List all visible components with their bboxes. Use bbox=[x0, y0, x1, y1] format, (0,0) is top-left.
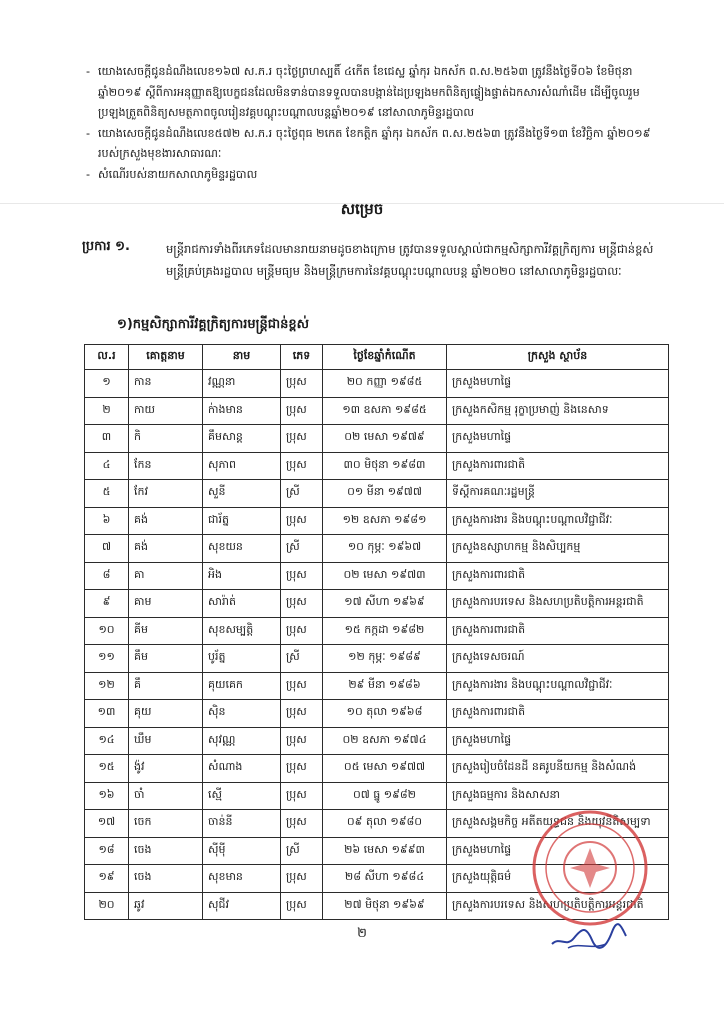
cell-ministry: ក្រសួងការពារជាតិ bbox=[447, 562, 669, 590]
section-title: ១)កម្មសិក្សាការីវគ្គក្រិត្យការមន្ត្រីជាន់ខ្ពស់ bbox=[117, 317, 309, 332]
cell-ministry: ក្រសួងមហាផ្ទៃ bbox=[447, 837, 669, 865]
cell-ministry: ក្រសួងកសិកម្ម រុក្ខាប្រមាញ់ និងនេសាទ bbox=[447, 397, 669, 425]
reference-list bbox=[86, 62, 666, 185]
cell-sex: ប្រុស bbox=[281, 370, 323, 398]
cell-dob: ២០ កញ្ញា ១៩៨៥ bbox=[323, 370, 447, 398]
cell-sex: ប្រុស bbox=[281, 590, 323, 618]
reference-item: - យោងសេចក្ដីជូនដំណឹងលេខ៥៧២ ស.ភ.រ ចុះថ្ងៃពុធ ២កេត ខែកត្ដិក ឆ្នាំកុរ ឯកស័ក ព.ស.២៥៦៣ ត្រូវនឹងថ្ងៃទី១៣ ខែវិច្ឆិកា ឆ្នាំ២០១៩ របស់ក្រសួងមុខងារសាធារណៈ bbox=[86, 124, 666, 165]
cell-sex: ប្រុស bbox=[281, 810, 323, 838]
cell-ministry: ក្រសួងការងារ និងបណ្ដុះបណ្ដាលវិជ្ជាជីវៈ bbox=[447, 672, 669, 700]
cell-sex: ប្រុស bbox=[281, 727, 323, 755]
cell-no: ២០ bbox=[85, 892, 129, 920]
cell-dob: ១២ ឧសភា ១៩៨១ bbox=[323, 507, 447, 535]
official-seal-icon bbox=[530, 808, 650, 928]
cell-surname: ចាំ bbox=[129, 782, 203, 810]
cell-ministry: ក្រសួងការពារជាតិ bbox=[447, 700, 669, 728]
cell-surname: គា bbox=[129, 562, 203, 590]
cell-dob: ២៧ មិថុនា ១៩៦៩ bbox=[323, 892, 447, 920]
cell-name: សុភាព bbox=[203, 452, 281, 480]
reference-item: - សំណើរបស់នាយកសាលាភូមិន្ទរដ្ឋបាល bbox=[86, 165, 666, 186]
table-row bbox=[85, 645, 669, 673]
header-no: ល.រ bbox=[85, 345, 129, 370]
cell-ministry: ក្រសួងឧស្សាហកម្ម និងសិប្បកម្ម bbox=[447, 535, 669, 563]
cell-name: អិង bbox=[203, 562, 281, 590]
cell-sex: ប្រុស bbox=[281, 452, 323, 480]
cell-no: ៩ bbox=[85, 590, 129, 618]
cell-surname: កិ bbox=[129, 425, 203, 453]
cell-no: ១៦ bbox=[85, 782, 129, 810]
cell-surname: ចេង bbox=[129, 865, 203, 893]
cell-surname: គាម bbox=[129, 590, 203, 618]
cell-no: ៣ bbox=[85, 425, 129, 453]
cell-no: ៨ bbox=[85, 562, 129, 590]
cell-name: ជារ័ត្ន bbox=[203, 507, 281, 535]
cell-dob: ២៦ មេសា ១៩៩៣ bbox=[323, 837, 447, 865]
cell-sex: ស្រី bbox=[281, 480, 323, 508]
reference-item: - យោងសេចក្ដីជូនដំណឹងលេខ១៦៧ ស.ភ.រ ចុះថ្ងៃព្រហស្បតិ៍ ៤កើត ខែជេស្ឋ ឆ្នាំកុរ ឯកស័ក ព.ស.២៥៦៣ ត្រូវនឹងថ្ងៃទី០៦ ខែមិថុនា ឆ្នាំ២០១៩ ស្ដីពីការអនុញ្ញាតឱ្យបេក្ខជនដែលមិនទាន់បានទទួលបានបង្កាន់ដៃប្រឡងមកពិនិត្យផ្ទៀងផ្ទាត់ឯកសារសំណាំដើម ដើម្បីចូលរួមប្រឡងត្រួតពិនិត្យសមត្ថភាពចូលរៀនវគ្គបណ្ដុះបណ្ដាលបន្តឆ្នាំ២០១៩ នៅសាលាភូមិន្ទរដ្ឋបាល bbox=[86, 62, 666, 124]
table-row bbox=[85, 590, 669, 618]
header-ministry: ក្រសួង ស្ថាប័ន bbox=[447, 345, 669, 370]
cell-name: សួនី bbox=[203, 480, 281, 508]
cell-name: សុខសម្បត្តិ bbox=[203, 617, 281, 645]
cell-surname: កាយ bbox=[129, 397, 203, 425]
cell-name: សុជីវ bbox=[203, 892, 281, 920]
table-row bbox=[85, 370, 669, 398]
cell-sex: ប្រុស bbox=[281, 425, 323, 453]
header-surname: គោត្តនាម bbox=[129, 345, 203, 370]
table-row bbox=[85, 397, 669, 425]
cell-no: ១៧ bbox=[85, 810, 129, 838]
cell-no: ១៥ bbox=[85, 755, 129, 783]
table-row bbox=[85, 425, 669, 453]
cell-ministry: ក្រសួងទេសចរណ៍ bbox=[447, 645, 669, 673]
cell-no: ១១ bbox=[85, 645, 129, 673]
cell-dob: ០១ មីនា ១៩៧៧ bbox=[323, 480, 447, 508]
cell-sex: ប្រុស bbox=[281, 865, 323, 893]
cell-name: ក់ាងមាន bbox=[203, 397, 281, 425]
cell-ministry: ក្រសួងការងារ និងបណ្ដុះបណ្ដាលវិជ្ជាជីវៈ bbox=[447, 507, 669, 535]
cell-surname: គុយ bbox=[129, 700, 203, 728]
cell-dob: ០២ មេសា ១៩៧៣ bbox=[323, 562, 447, 590]
cell-sex: ប្រុស bbox=[281, 617, 323, 645]
cell-dob: ០៥ មេសា ១៩៧៧ bbox=[323, 755, 447, 783]
cell-ministry: ក្រសួងការបរទេស និងសហប្រតិបត្តិការអន្តរជាតិ bbox=[447, 590, 669, 618]
cell-no: ១៤ bbox=[85, 727, 129, 755]
cell-name: សុវណ្ណ bbox=[203, 727, 281, 755]
cell-surname: ចេង bbox=[129, 837, 203, 865]
table-row bbox=[85, 480, 669, 508]
cell-sex: ប្រុស bbox=[281, 507, 323, 535]
cell-no: ១៣ bbox=[85, 700, 129, 728]
cell-sex: ប្រុស bbox=[281, 892, 323, 920]
table-row bbox=[85, 507, 669, 535]
cell-surname: ចេក bbox=[129, 810, 203, 838]
cell-dob: ០២ ឧសភា ១៩៧៤ bbox=[323, 727, 447, 755]
cell-ministry: ក្រសួងការពារជាតិ bbox=[447, 617, 669, 645]
cell-sex: ប្រុស bbox=[281, 782, 323, 810]
cell-dob: ២៨ សីហា ១៩៨៤ bbox=[323, 865, 447, 893]
cell-dob: ១៣ ឧសភា ១៩៨៥ bbox=[323, 397, 447, 425]
page-number: ២ bbox=[357, 926, 367, 941]
cell-dob: ១០ តុលា ១៩៦៨ bbox=[323, 700, 447, 728]
cell-surname: កែវ bbox=[129, 480, 203, 508]
cell-no: ១៨ bbox=[85, 837, 129, 865]
article-label: ប្រការ ១. bbox=[82, 239, 130, 254]
header-name: នាម bbox=[203, 345, 281, 370]
cell-dob: ១៥ កក្កដា ១៩៨២ bbox=[323, 617, 447, 645]
cell-name: សុខយន bbox=[203, 535, 281, 563]
cell-no: ៦ bbox=[85, 507, 129, 535]
decision-heading: សម្រេច bbox=[340, 200, 384, 218]
cell-dob: ១០ កុម្ភៈ ១៩៦៧ bbox=[323, 535, 447, 563]
cell-sex: ប្រុស bbox=[281, 397, 323, 425]
table-row bbox=[85, 617, 669, 645]
cell-name: បូរ័ត្ន bbox=[203, 645, 281, 673]
cell-sex: ប្រុស bbox=[281, 562, 323, 590]
cell-surname: គង់ bbox=[129, 507, 203, 535]
table-row bbox=[85, 782, 669, 810]
table-row bbox=[85, 755, 669, 783]
cell-dob: ១៧ សីហា ១៩៦៩ bbox=[323, 590, 447, 618]
cell-dob: ១២ កុម្ភៈ ១៩៨៩ bbox=[323, 645, 447, 673]
table-row bbox=[85, 672, 669, 700]
cell-dob: ៣០ មិថុនា ១៩៨៣ bbox=[323, 452, 447, 480]
cell-dob: ០៩ តុលា ១៩៨០ bbox=[323, 810, 447, 838]
table-header-row bbox=[85, 345, 669, 370]
cell-sex: ប្រុស bbox=[281, 700, 323, 728]
cell-no: ២ bbox=[85, 397, 129, 425]
cell-no: ១២ bbox=[85, 672, 129, 700]
cell-ministry: ក្រសួងរៀបចំដែនដី នគរូបនីយកម្ម និងសំណង់ bbox=[447, 755, 669, 783]
cell-ministry: ទីស្ដីការគណៈរដ្ឋមន្ត្រី bbox=[447, 480, 669, 508]
header-sex: ភេទ bbox=[281, 345, 323, 370]
cell-name: គឹមសាន្ត bbox=[203, 425, 281, 453]
reference-text: យោងសេចក្ដីជូនដំណឹងលេខ១៦៧ ស.ភ.រ ចុះថ្ងៃព្រហស្បតិ៍ ៤កើត ខែជេស្ឋ ឆ្នាំកុរ ឯកស័ក ព.ស.២៥៦៣ ត្រូវនឹងថ្ងៃទី០៦ ខែមិថុនា ឆ្នាំ២០១៩ ស្ដីពីការអនុញ្ញាតឱ្យបេក្ខជនដែលមិនទាន់បានទទួលបានបង្កាន់ដៃប្រឡងមកពិនិត្យផ្ទៀងផ្ទាត់ឯកសារសំណាំដើម ដើម្បីចូលរួមប្រឡងត្រួតពិនិត្យសមត្ថភាពចូលរៀនវគ្គបណ្ដុះបណ្ដាលបន្តឆ្នាំ២០១៩ នៅសាលាភូមិន្ទរដ្ឋបាល bbox=[98, 65, 640, 119]
table-row bbox=[85, 562, 669, 590]
cell-no: ១ bbox=[85, 370, 129, 398]
header-dob: ថ្ងៃខែឆ្នាំកំណើត bbox=[323, 345, 447, 370]
cell-name: ស៊ិន bbox=[203, 700, 281, 728]
cell-surname: គីម bbox=[129, 617, 203, 645]
cell-no: ១៩ bbox=[85, 865, 129, 893]
cell-name: ស្មើ bbox=[203, 782, 281, 810]
cell-surname: កាន bbox=[129, 370, 203, 398]
reference-text: សំណើរបស់នាយកសាលាភូមិន្ទរដ្ឋបាល bbox=[98, 167, 258, 181]
cell-surname: ឃឹម bbox=[129, 727, 203, 755]
cell-no: ៧ bbox=[85, 535, 129, 563]
cell-ministry: ក្រសួងយុត្តិធម៌ bbox=[447, 865, 669, 893]
cell-ministry: ក្រសួងការបរទេស និងសហប្រតិបត្តិការអន្តរជាតិ bbox=[447, 892, 669, 920]
table-row bbox=[85, 700, 669, 728]
cell-name: សុខមាន bbox=[203, 865, 281, 893]
cell-surname: គឹ bbox=[129, 672, 203, 700]
cell-ministry: ក្រសួងសង្គមកិច្ច អតីតយុទ្ធជន និងយុវនីតិសម្បទា bbox=[447, 810, 669, 838]
cell-name: ស៊ីម៉ី bbox=[203, 837, 281, 865]
cell-surname: គឹម bbox=[129, 645, 203, 673]
cell-dob: ២៩ មីនា ១៩៨៦ bbox=[323, 672, 447, 700]
cell-sex: ស្រី bbox=[281, 837, 323, 865]
cell-no: ១០ bbox=[85, 617, 129, 645]
cell-surname: គង់ bbox=[129, 535, 203, 563]
cell-surname: ង៉ូវ bbox=[129, 755, 203, 783]
cell-sex: ស្រី bbox=[281, 645, 323, 673]
cell-dob: ០៧ ធ្នូ ១៩៨២ bbox=[323, 782, 447, 810]
cell-ministry: ក្រសួងធម្មការ និងសាសនា bbox=[447, 782, 669, 810]
table-row bbox=[85, 452, 669, 480]
cell-dob: ០២ មេសា ១៩៧៩ bbox=[323, 425, 447, 453]
cell-sex: ស្រី bbox=[281, 535, 323, 563]
cell-surname: ឆូវ bbox=[129, 892, 203, 920]
cell-sex: ប្រុស bbox=[281, 755, 323, 783]
table-row bbox=[85, 727, 669, 755]
cell-sex: ប្រុស bbox=[281, 672, 323, 700]
cell-ministry: ក្រសួងការពារជាតិ bbox=[447, 452, 669, 480]
cell-no: ៤ bbox=[85, 452, 129, 480]
cell-name: សំណាង bbox=[203, 755, 281, 783]
article-text: មន្ត្រីរាជការទាំងពីរភេទដែលមានរាយនាមដូចខាងក្រោម ត្រូវបានទទួលស្គាល់ជាកម្មសិក្សាការីវគ្គក្រិត្យការ មន្ត្រីជាន់ខ្ពស់ មន្ត្រីគ្រប់គ្រងរដ្ឋបាល មន្ត្រីមធ្យម និងមន្ត្រីក្រមការនៃវគ្គបណ្ដុះបណ្ដាលបន្ត ឆ្នាំ២០២០ នៅសាលាភូមិន្ទរដ្ឋបាលៈ bbox=[166, 242, 654, 278]
cell-ministry: ក្រសួងមហាផ្ទៃ bbox=[447, 425, 669, 453]
cell-no: ៥ bbox=[85, 480, 129, 508]
cell-surname: កែន bbox=[129, 452, 203, 480]
cell-name: វណ្ណនា bbox=[203, 370, 281, 398]
cell-ministry: ក្រសួងមហាផ្ទៃ bbox=[447, 370, 669, 398]
reference-text: យោងសេចក្ដីជូនដំណឹងលេខ៥៧២ ស.ភ.រ ចុះថ្ងៃពុធ ២កេត ខែកត្ដិក ឆ្នាំកុរ ឯកស័ក ព.ស.២៥៦៣ ត្រូវនឹងថ្ងៃទី១៣ ខែវិច្ឆិកា ឆ្នាំ២០១៩ របស់ក្រសួងមុខងារសាធារណៈ bbox=[98, 126, 651, 160]
cell-name: ចាន់នី bbox=[203, 810, 281, 838]
cell-name: គុយគេក bbox=[203, 672, 281, 700]
cell-name: សារ៉ាត់ bbox=[203, 590, 281, 618]
cell-ministry: ក្រសួងមហាផ្ទៃ bbox=[447, 727, 669, 755]
table-row bbox=[85, 535, 669, 563]
